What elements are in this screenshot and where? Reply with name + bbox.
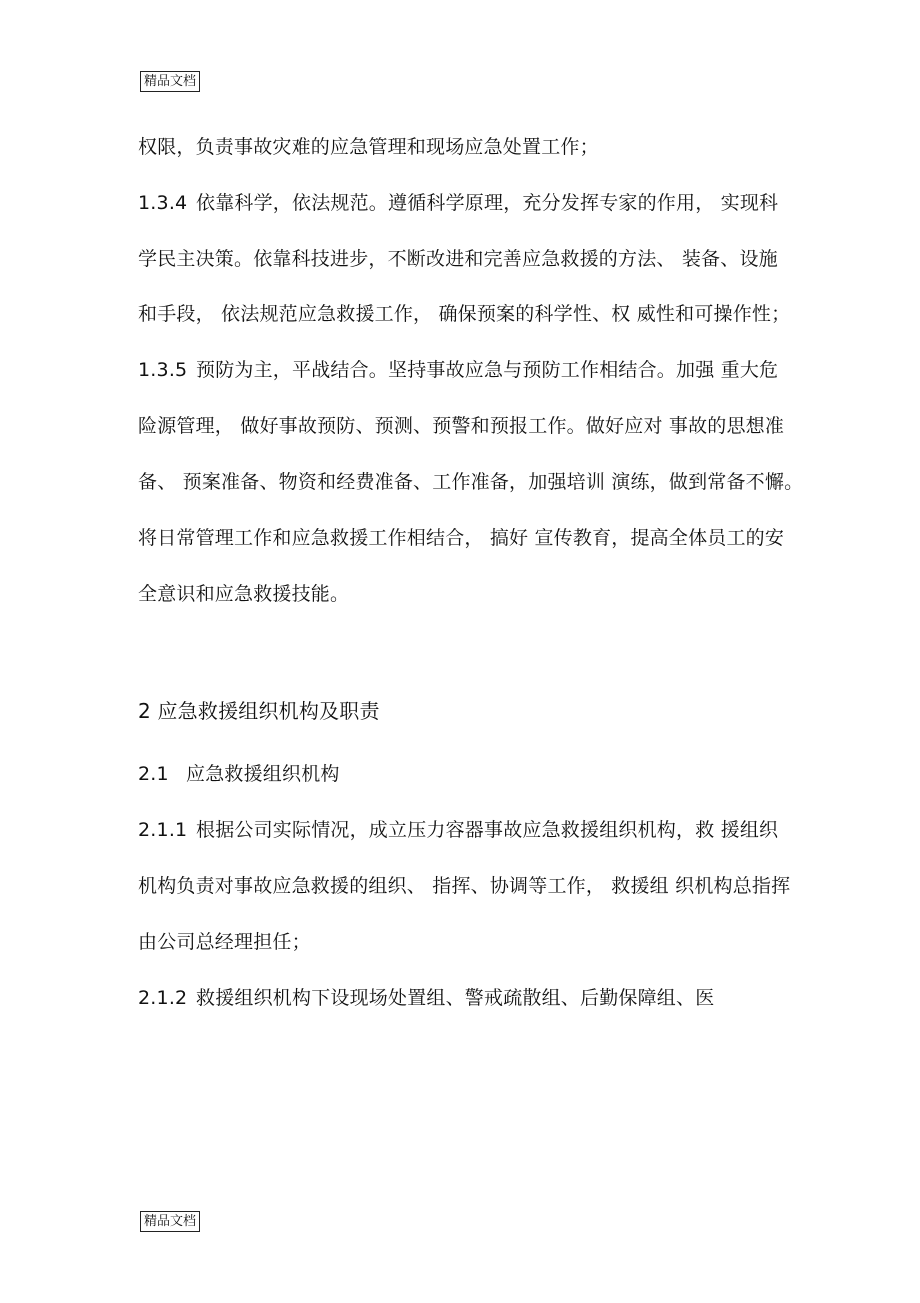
clause-number: 1.3.5 <box>138 359 188 381</box>
clause-number: 2.1 <box>138 763 169 785</box>
clause-1-3-4: 1.3.4 依靠科学，依法规范。遵循科学原理，充分发挥专家的作用， 实现科 <box>138 192 779 214</box>
text-line: 险源管理， 做好事故预防、预测、预警和预报工作。做好应对 事故的思想准 <box>138 415 785 437</box>
clause-2-1-2: 2.1.2 救援组织机构下设现场处置组、警戒疏散组、后勤保障组、医 <box>138 987 715 1009</box>
subsection-heading: 2.1 应急救援组织机构 <box>138 763 340 785</box>
text-line: 和手段， 依法规范应急救援工作， 确保预案的科学性、权 威性和可操作性； <box>138 303 791 325</box>
header-stamp: 精品文档 <box>140 71 200 92</box>
text-line: 全意识和应急救援技能。 <box>138 583 350 605</box>
text-line: 机构负责对事故应急救援的组织、 指挥、协调等工作， 救援组 织机构总指挥 <box>138 875 791 897</box>
clause-number: 2.1.2 <box>138 987 188 1009</box>
clause-number: 1.3.4 <box>138 192 188 214</box>
text-line: 权限，负责事故灾难的应急管理和现场应急处置工作； <box>138 136 599 158</box>
section-heading: 2 应急救援组织机构及职责 <box>138 699 380 723</box>
text-line: 学民主决策。依靠科技进步，不断改进和完善应急救援的方法、 装备、设施 <box>138 248 778 270</box>
footer-stamp: 精品文档 <box>140 1211 200 1232</box>
text-line: 将日常管理工作和应急救援工作相结合， 搞好 宣传教育，提高全体员工的安 <box>138 527 785 549</box>
clause-2-1-1: 2.1.1 根据公司实际情况，成立压力容器事故应急救援组织机构，救 援组织 <box>138 819 779 841</box>
clause-1-3-5: 1.3.5 预防为主，平战结合。坚持事故应急与预防工作相结合。加强 重大危 <box>138 359 779 381</box>
text-line: 备、 预案准备、物资和经费准备、工作准备，加强培训 演练，做到常备不懈。 <box>138 471 804 493</box>
clause-number: 2.1.1 <box>138 819 188 841</box>
text-line: 由公司总经理担任； <box>138 931 311 953</box>
